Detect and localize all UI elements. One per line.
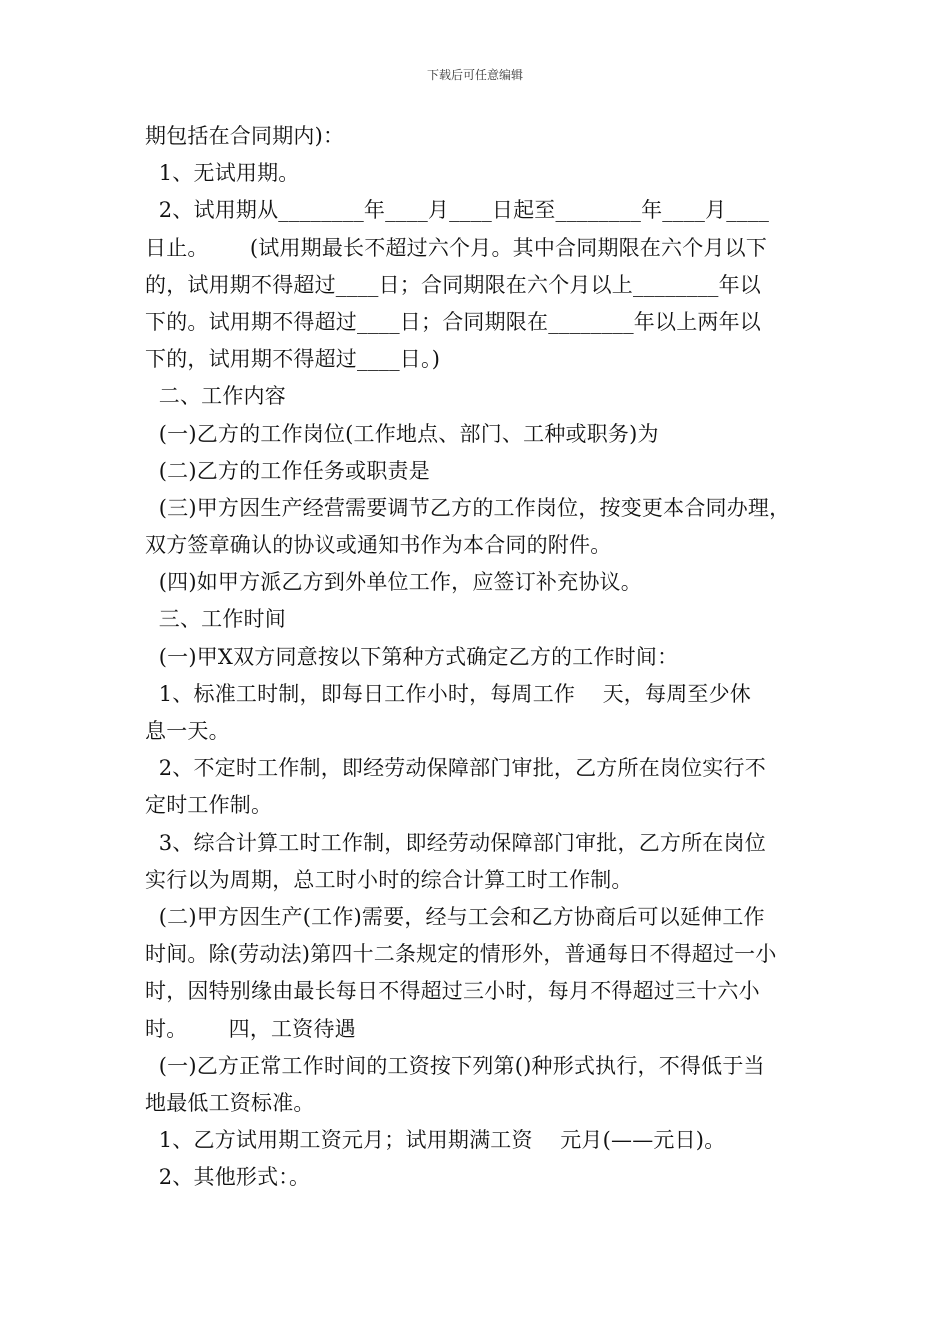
text-line: 实行以为周期，总工时小时的综合计算工时工作制。	[145, 867, 633, 892]
text-line: (一)乙方的工作岗位(工作地点、部门、工种或职务)为	[145, 421, 659, 446]
text-line: 地最低工资标准。	[145, 1090, 315, 1115]
text-line: 下的。试用期不得超过____日；合同期限在________年以上两年以	[145, 309, 761, 334]
text-line: 时。 四，工资待遇	[145, 1016, 356, 1041]
text-line: 双方签章确认的协议或通知书作为本合同的附件。	[145, 533, 612, 558]
document-body	[145, 118, 815, 1196]
text-line: (二)甲方因生产(工作)需要，经与工会和乙方协商后可以延伸工作	[145, 904, 765, 929]
text-line: (一)乙方正常工作时间的工资按下列第()种形式执行，不得低于当	[145, 1053, 765, 1078]
text-line: 日止。 (试用期最长不超过六个月。其中合同期限在六个月以下	[145, 235, 768, 260]
section-heading: 二、工作内容	[145, 384, 286, 409]
text-line: 定时工作制。	[145, 793, 273, 818]
text-line: 下的，试用期不得超过____日。)	[145, 347, 441, 372]
text-line: 2、不定时工作制，即经劳动保障部门审批，乙方所在岗位实行不	[145, 756, 766, 781]
text-line: 1、乙方试用期工资元月；试用期满工资 元月(——元日)。	[145, 1128, 726, 1153]
text-line: 时，因特别缘由最长每日不得超过三小时，每月不得超过三十六小	[145, 979, 760, 1004]
text-line: 2、其他形式：。	[145, 1165, 311, 1190]
page-header: 下载后可任意编辑	[426, 68, 523, 82]
text-line: 期包括在合同期内)：	[145, 124, 345, 148]
text-line: (一)甲X双方同意按以下第种方式确定乙方的工作时间：	[145, 644, 679, 669]
text-line: 1、无试用期。	[145, 161, 300, 186]
text-line: (四)如甲方派乙方到外单位工作，应签订补充协议。	[145, 570, 642, 595]
text-line: 3、综合计算工时工作制，即经劳动保障部门审批，乙方所在岗位	[145, 830, 766, 855]
section-heading: 三、工作时间	[145, 607, 286, 632]
text-line: 1、标准工时制，即每日工作小时，每周工作 天，每周至少休	[145, 681, 752, 706]
text-line: 时间。除(劳动法)第四十二条规定的情形外，普通每日不得超过一小	[145, 942, 777, 967]
text-line: (三)甲方因生产经营需要调节乙方的工作岗位，按变更本合同办理，	[145, 495, 791, 520]
text-line: 2、试用期从________年____月____日起至________年____月____	[145, 198, 770, 223]
text-line: (二)乙方的工作任务或职责是	[145, 458, 430, 483]
text-line: 息一天。	[145, 719, 230, 743]
text-line: 的，试用期不得超过____日；合同期限在六个月以上________年以	[145, 272, 761, 297]
